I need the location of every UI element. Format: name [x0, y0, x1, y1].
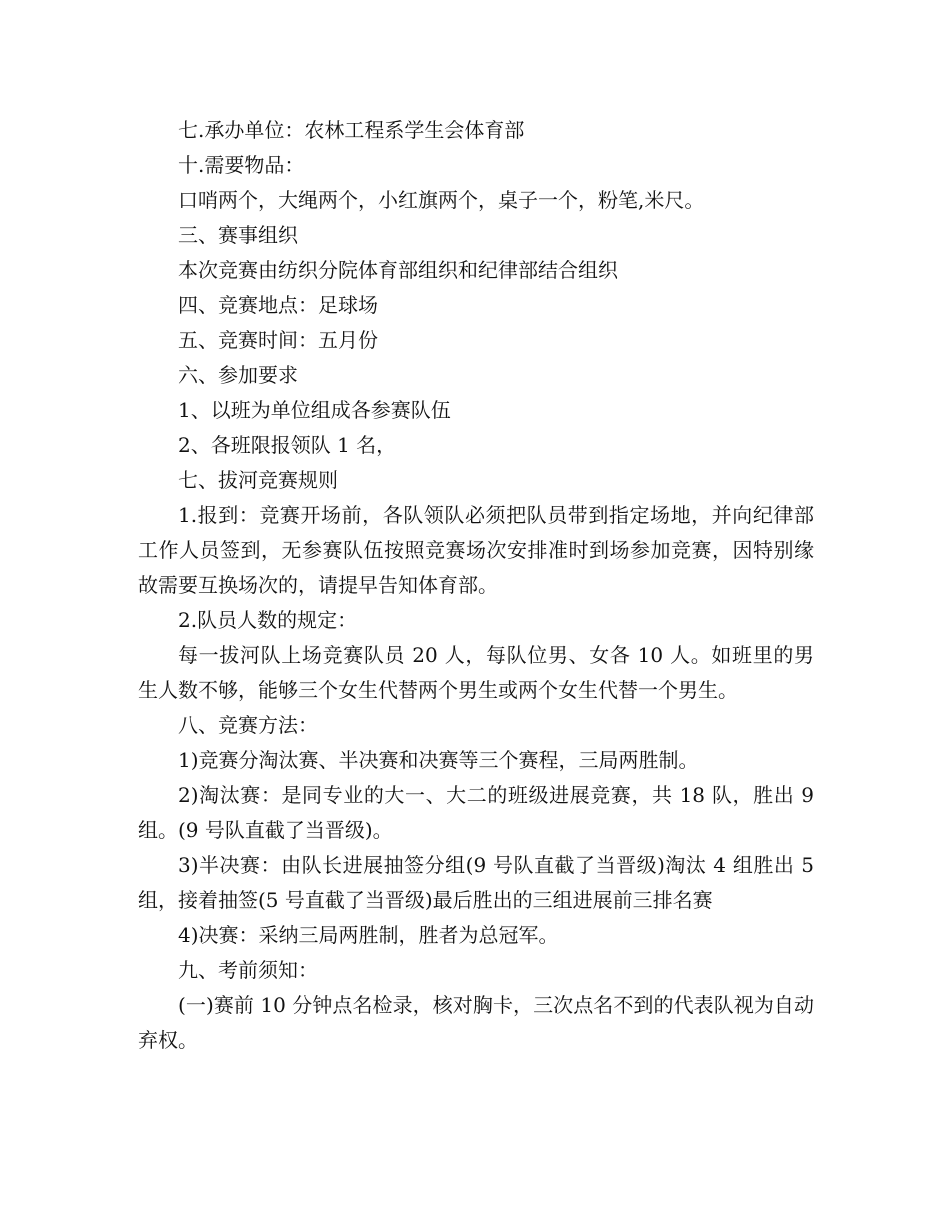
paragraph-event-organization: 本次竞赛由纺织分院体育部组织和纪律部结合组织: [178, 258, 618, 282]
document-body: [138, 113, 814, 1058]
list-item-method-3: 3)半决赛：由队长进展抽签分组(9 号队直截了当晋级)淘汰 4 组胜出 5 组，接着抽签(5 号直截了当晋级)最后胜出的三组进展前三排名赛: [138, 853, 814, 912]
list-item-method-1: 1)竞赛分淘汰赛、半决赛和决赛等三个赛程，三局两胜制。: [178, 748, 699, 772]
paragraph-required-items: 口哨两个，大绳两个，小红旗两个，桌子一个，粉笔,米尺。: [178, 188, 705, 212]
list-item-requirement-1: 1、以班为单位组成各参赛队伍: [178, 398, 451, 422]
paragraph-team-size-rule: 每一拔河队上场竞赛队员 20 人，每队位男、女各 10 人。如班里的男生人数不够，能够三个女生代替两个男生或两个女生代替一个男生。: [138, 643, 814, 702]
heading-competition-method: 八、竞赛方法：: [178, 713, 318, 737]
heading-participation-requirements: 六、参加要求: [178, 363, 298, 387]
list-item-method-4: 4)决赛：采纳三局两胜制，胜者为总冠军。: [178, 923, 559, 947]
list-item-requirement-2: 2、各班限报领队 1 名，: [178, 433, 397, 457]
heading-tug-of-war-rules: 七、拔河竞赛规则: [178, 468, 338, 492]
list-item-precaution-1: (一)赛前 10 分钟点名检录，核对胸卡，三次点名不到的代表队视为自动弃权。: [138, 993, 814, 1052]
heading-event-organization: 三、赛事组织: [178, 223, 298, 247]
paragraph-registration-rule: 1.报到：竞赛开场前，各队领队必须把队员带到指定场地，并向纪律部工作人员签到，无参赛队伍按照竞赛场次安排准时到场参加竞赛，因特别缘故需要互换场次的，请提早告知体育部。: [138, 503, 814, 597]
heading-venue: 四、竞赛地点：足球场: [178, 293, 378, 317]
heading-time: 五、竞赛时间：五月份: [178, 328, 378, 352]
heading-organizer: 七.承办单位：农林工程系学生会体育部: [178, 118, 525, 142]
list-item-method-2: 2)淘汰赛：是同专业的大一、大二的班级进展竞赛，共 18 队，胜出 9 组。(9 号队直截了当晋级)。: [138, 783, 814, 842]
heading-team-size-rule: 2.队员人数的规定：: [178, 608, 358, 632]
heading-precautions: 九、考前须知：: [178, 958, 318, 982]
heading-required-items: 十.需要物品：: [178, 153, 305, 177]
